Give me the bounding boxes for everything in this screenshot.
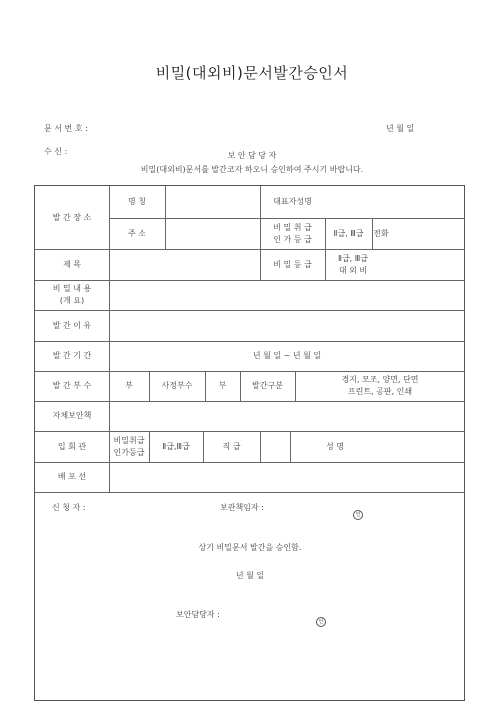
- copies-unit[interactable]: 부: [125, 381, 133, 390]
- witness-grade-label: 비밀취급 인가등급: [113, 435, 145, 457]
- period-value[interactable]: 년 월 일 ~ 년 월 일: [252, 351, 322, 360]
- secret-grade-label: 비 밀 등 급: [273, 259, 312, 269]
- approval-form-table: [34, 185, 465, 701]
- person-name-label: 성 명: [326, 441, 344, 451]
- category-value[interactable]: 경지, 모조, 양면, 단면 프린트, 공판, 인쇄: [341, 375, 419, 396]
- date-label: 년 월 일: [386, 124, 415, 133]
- recipient-label: 수 신 :: [44, 147, 68, 156]
- copies-label: 발 간 부 수: [52, 381, 92, 390]
- representative-label: 대표자성명: [273, 197, 312, 206]
- address-label: 주 소: [128, 228, 146, 238]
- witness-grade-options[interactable]: Ⅱ급,Ⅲ급: [162, 441, 190, 451]
- request-text: 비밀(대외비)문서를 발간코자 하오니 승인하여 주시기 바랍니다.: [140, 165, 364, 174]
- doc-number-label: 문 서 번 호 :: [44, 124, 88, 133]
- name-label: 명 칭: [128, 197, 146, 206]
- reason-label: 발 간 이 유: [52, 320, 92, 330]
- subject-value[interactable]: [109, 249, 260, 280]
- subject-label: 제 목: [63, 259, 81, 269]
- witness-label: 입 회 관: [57, 441, 87, 451]
- publish-place-label: 발 간 장 소: [52, 212, 92, 222]
- seal-icon: 인: [316, 608, 326, 627]
- handling-grade-label: 비 밀 취 급 인 가 등 급: [273, 222, 312, 244]
- applicant-label: 신 청 자 :: [52, 503, 86, 512]
- security-officer-label: 보안담당자 :: [176, 610, 220, 619]
- self-security-value[interactable]: [109, 401, 465, 431]
- reason-value[interactable]: [109, 310, 465, 341]
- copies-used-label: 사정부수: [161, 381, 193, 390]
- phone-label: 전화: [373, 228, 389, 238]
- position-label: 직 급: [222, 441, 241, 451]
- approval-text: 상기 비밀문서 발간을 승인함.: [198, 543, 302, 552]
- seal-icon: 인: [353, 501, 363, 520]
- distribution-value[interactable]: [109, 462, 465, 492]
- custodian-label: 보관책임자 :: [220, 503, 264, 512]
- category-label: 발간구분: [252, 381, 283, 390]
- secret-grade-options[interactable]: Ⅱ급, Ⅲ급 대 외 비: [338, 253, 368, 275]
- approval-date: 년 월 일: [235, 571, 265, 580]
- position-value[interactable]: [260, 431, 290, 462]
- distribution-label: 배 포 선: [57, 472, 87, 481]
- representative-value[interactable]: [325, 186, 465, 218]
- page-title: 비밀(대외비)문서발간승인서: [155, 64, 349, 82]
- recipient-to: 보 안 담 당 자: [227, 151, 277, 160]
- handling-grade-options[interactable]: Ⅱ급, Ⅲ급: [333, 228, 364, 238]
- address-value[interactable]: [165, 218, 260, 249]
- period-label: 발 간 기 간: [52, 351, 92, 360]
- self-security-label: 자체보안책: [52, 411, 92, 420]
- copies-used-unit[interactable]: 부: [218, 381, 227, 390]
- name-value[interactable]: [165, 186, 260, 218]
- content-value[interactable]: [109, 280, 465, 310]
- content-label: 비 밀 내 용 (개 요): [52, 284, 92, 305]
